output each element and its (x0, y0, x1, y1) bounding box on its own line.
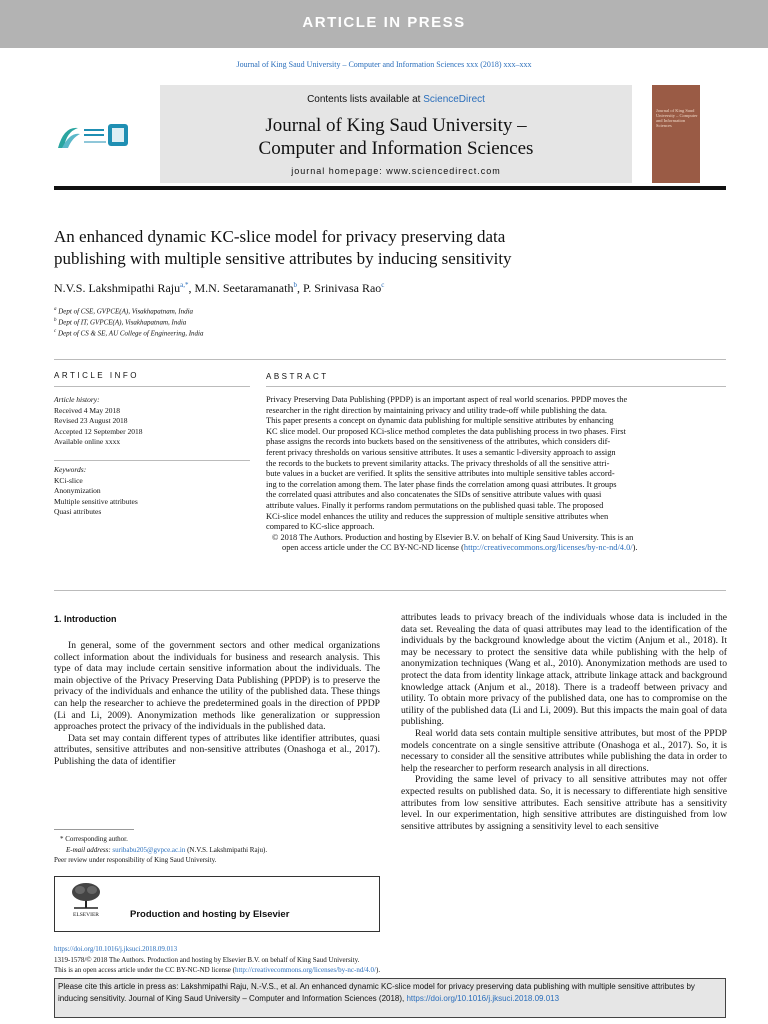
history-item: Revised 23 August 2018 (54, 416, 128, 425)
author-list (54, 281, 694, 296)
author-name: P. Srinivasa Rao (302, 281, 382, 295)
asterisk-icon: * (60, 835, 66, 843)
paragraph: Data set may contain different types of attributes like identifier attributes, quasi attributes, sensitive attributes and non-sensitive attributes (Onashoga et al., 2017). Publishing the data of identifier (54, 732, 380, 767)
article-info-heading: ARTICLE INFO (54, 371, 139, 380)
journal-homepage (160, 166, 632, 176)
article-title (54, 226, 694, 270)
citation-doi-link[interactable]: https://doi.org/10.1016/j.jksuci.2018.09.013 (406, 993, 560, 1003)
paragraph: Real world data sets contain multiple sensitive attributes, but most of the PPDP models concentrate on a single sensitive attribute (Onashoga et al., 2017). So, it is necessary to consider all the sensitive attributes while publishing the data in order to help the researcher to perform research analysis in all directions. (401, 727, 727, 774)
footnote-rule (54, 829, 134, 830)
divider (54, 386, 250, 387)
keyword: KCi-slice (54, 475, 83, 485)
corresponding-text: Corresponding author. (65, 835, 128, 843)
journal-reference-link[interactable]: Journal of King Saud University – Computer and Information Sciences xxx (2018) xxx–xxx (236, 60, 532, 69)
history-item: Received 4 May 2018 (54, 405, 121, 415)
abstract-line: KCi-slice model enhances the utility and reduces the suppression of multiple sensitive attributes when (266, 511, 609, 521)
license-link[interactable]: http://creativecommons.org/licenses/by-nc-nd/4.0/ (234, 966, 376, 974)
affiliation (54, 318, 354, 326)
ksu-logo-icon (54, 118, 134, 154)
homepage-link[interactable]: www.sciencedirect.com (386, 166, 501, 176)
email-suffix: (N.V.S. Lakshmipathi Raju). (185, 845, 268, 854)
keyword: Quasi attributes (54, 507, 102, 516)
keywords (54, 465, 250, 518)
abstract-line: ferent privacy thresholds on various sensitive attributes. It uses a semantic l-diversity approach to assign (266, 447, 616, 457)
abstract-line: researcher in the right direction by maintaining privacy and utility trade-off while publishing the data. (266, 405, 608, 415)
elsevier-wordmark: ELSEVIER (73, 912, 99, 918)
homepage-prefix: journal homepage: (291, 166, 387, 176)
affiliation-text: Dept of CS & SE, AU College of Engineering, India (57, 329, 204, 338)
journal-name-line1: Journal of King Saud University – (265, 115, 527, 136)
email-note (54, 845, 380, 856)
history-label: Article history: (54, 395, 100, 404)
abstract-line: attribute values. Finally it performs random permutations on the published quasi table. The proposed (266, 500, 604, 510)
abstract-line: ing to the correlation among them. The later phase finds the correlation among quasi attributes. It groups (266, 479, 617, 489)
divider (54, 460, 250, 461)
abstract-line: This paper presents a concept on dynamic data publishing for multiple sensitive attributes by enhancing (266, 416, 614, 426)
doi-link[interactable]: https://doi.org/10.1016/j.jksuci.2018.09.013 (54, 945, 178, 953)
license-prefix: This is an open access article under the CC BY-NC-ND license ( (54, 966, 235, 974)
affiliation-mark: a (54, 307, 57, 312)
keyword: Multiple sensitive attributes (54, 496, 138, 506)
sciencedirect-link[interactable]: ScienceDirect (423, 94, 485, 105)
email-label: E-mail address: (66, 845, 113, 854)
corresponding-note (54, 834, 380, 845)
author-separator: , (188, 281, 195, 295)
footnotes (54, 834, 380, 866)
author-separator: , (296, 281, 303, 295)
contents-line (160, 94, 632, 105)
title-line1: An enhanced dynamic KC-slice model for privacy preserving data (54, 227, 506, 246)
affiliation-text: Dept of IT, GVPCE(A), Visakhapatnam, India (58, 318, 187, 327)
divider (54, 590, 726, 591)
contents-prefix: Contents lists available at (307, 94, 424, 105)
citation-box (54, 978, 726, 1018)
abstract-heading: ABSTRACT (266, 372, 329, 381)
intro-left-column (54, 640, 380, 768)
abstract-body (266, 395, 726, 554)
title-line2: publishing with multiple sensitive attributes by inducing sensitivity (54, 249, 512, 268)
history-item: Available online xxxx (54, 437, 121, 446)
license-line (266, 543, 726, 554)
divider (266, 386, 726, 387)
paragraph: In general, some of the government sectors and other medical organizations collect information about the individuals for business and research analysis. This type of data may include certain sensitive information about the individuals. The main objective of the Privacy Preserving Data Publishing (PPDP) is to preserve the privacy of the individuals and enhance the utility of the published data. These things can help the researcher to achieve the predetermined goals in the direction of PPDP (Li and Li, 2009). Anonymization methods like generalization or suppression approaches protect the privacy of the individuals in the published data. (54, 640, 380, 733)
abstract-line: bute values in a bucket are verified. It splits the sensitive attributes into multiple sensitive tables accord- (266, 469, 615, 479)
license-prefix: open access article under the CC BY-NC-ND license ( (282, 543, 464, 553)
abstract-line: compared to KC-slice approach. (266, 522, 375, 532)
abstract-line: KC slice model. Our proposed KCi-slice method completes the data publishing process in two phases. First (266, 426, 626, 436)
author-affiliation-mark[interactable]: b (293, 281, 297, 289)
author-name: N.V.S. Lakshmipathi Raju (54, 281, 181, 295)
article-in-press-label: ARTICLE IN PRESS (302, 14, 466, 31)
affiliation-text: Dept of CSE, GVPCE(A), Visakhapatnam, India (58, 307, 194, 316)
email-link[interactable]: suribabu205@gvpce.ac.in (112, 845, 186, 854)
abstract-line: Privacy Preserving Data Publishing (PPDP) is an important aspect of real world scenarios. PPDP moves the (266, 395, 628, 404)
citation-text: Please cite this article in press as: Lakshmipathi Raju, N.-V.S., et al. An enhanced dynamic KC-slice model for privacy preserving data publishing with multiple sensitive attributes by inducing sensitivity. Journal of King Saud University – Computer and Information Sciences (2018), (58, 982, 695, 1003)
affiliation-mark: b (54, 318, 57, 323)
copyright-line: © 2018 The Authors. Production and hosting by Elsevier B.V. on behalf of King Saud University. This is an (272, 532, 634, 542)
peer-review-note: Peer review under responsibility of King Saud University. (54, 856, 217, 864)
abstract-line: the records to the buckets to prevent similarity attacks. The privacy thresholds of all the sensitive attri- (266, 458, 610, 468)
paragraph: attributes leads to privacy breach of the individuals whose data is included in the data set. Revealing the data of quasi attributes may lead to the identification of the individuals by the background knowledge about the victim (Anjum et al., 2018). It may be necessary to protect the sensitive data while publishing with the help of anonymization techniques (Wang et al., 2010). Anonymization methods are used to protect the data from identity linkage attack, attribute linkage attack and background knowledge attack (Anjum et al., 2018). There is a tradeoff between privacy and utility. To obtain more privacy of the published data, one has to compromise on the utility of the published data (Li and Li, 2009). But this impacts the main goal of data publishing. (401, 612, 727, 728)
masthead-rule (54, 186, 726, 190)
intro-right-column (401, 612, 727, 832)
abstract-line: phase assigns the records into buckets based on the sensitiveness of the attributes, which considers dif- (266, 437, 611, 447)
open-access-line (54, 965, 726, 976)
author-affiliation-mark[interactable]: c (381, 281, 385, 289)
affiliation (54, 329, 354, 337)
author-affiliation-mark[interactable]: a,* (180, 281, 189, 289)
cover-title: Journal of King Saud University – Computer and Information Sciences (656, 108, 698, 128)
keywords-label: Keywords: (54, 465, 87, 474)
license-suffix: ). (632, 543, 638, 553)
keyword: Anonymization (54, 486, 101, 495)
license-suffix: ). (376, 966, 381, 974)
affiliation-mark: c (54, 329, 57, 334)
paragraph: Providing the same level of privacy to all sensitive attributes may not offer expected results on published data. So, it is necessary to differentiate high sensitive attributes from low sensitive attributes. Each sensitive attribute has a sensitivity level. In our experimentation, high sensitive attributes are distinguished from low sensitive attributes by assigning a sensitivity level to each sensitive (401, 774, 727, 832)
bottom-info (54, 944, 726, 976)
license-link[interactable]: http://creativecommons.org/licenses/by-nc-nd/4.0/ (463, 543, 633, 553)
article-history (54, 395, 250, 448)
abstract-line: the correlated quasi attributes and also concatenates the SIDs of sensitive attribute values with quasi (266, 490, 602, 500)
issn-line: 1319-1578/© 2018 The Authors. Production and hosting by Elsevier B.V. on behalf of King Saud University. (54, 955, 360, 964)
affiliation (54, 307, 354, 315)
publisher-text: Production and hosting by Elsevier (130, 909, 290, 920)
journal-name-line2: Computer and Information Sciences (258, 138, 534, 159)
divider (54, 359, 726, 360)
section-heading: 1. Introduction (54, 614, 117, 624)
author-name: M.N. Seetaramanath (194, 281, 294, 295)
history-item: Accepted 12 September 2018 (54, 426, 143, 436)
journal-cover-thumbnail[interactable] (652, 85, 700, 183)
